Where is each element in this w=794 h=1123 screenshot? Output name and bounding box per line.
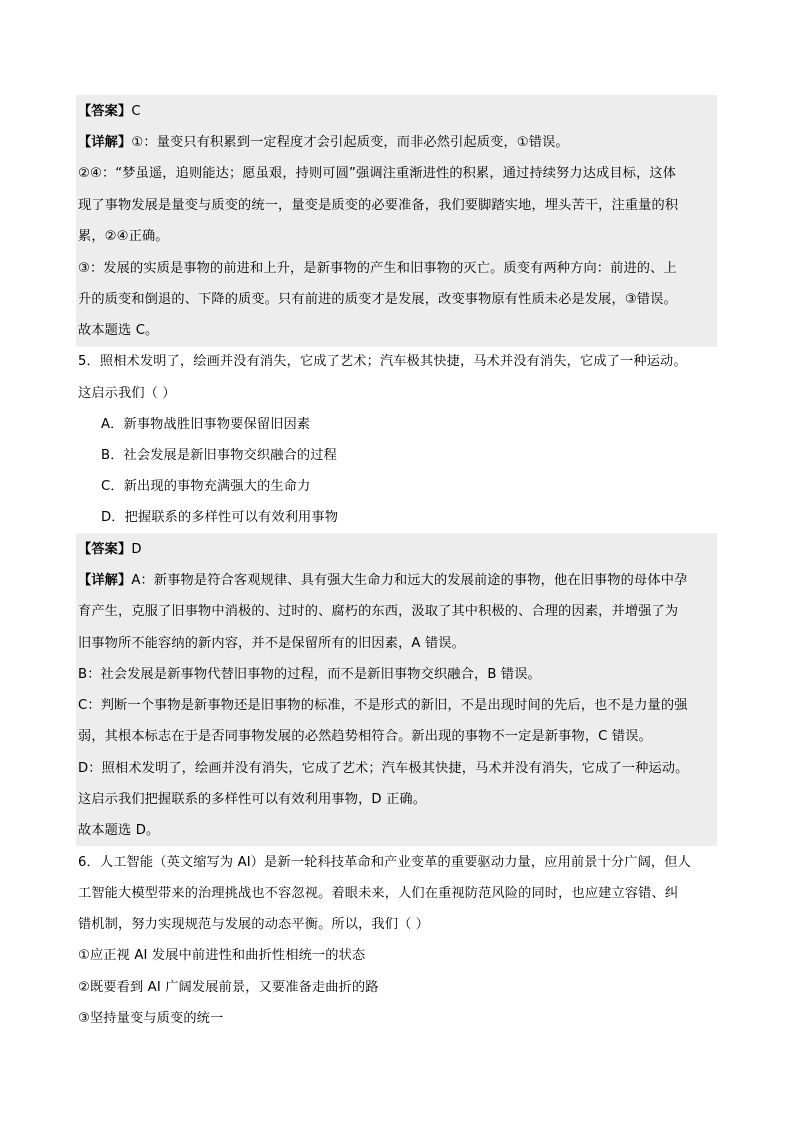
answer-line-q5 — [78, 542, 142, 558]
explain-line: 这启示我们把握联系的多样性可以有效利用事物，D 正确。 — [78, 792, 427, 807]
statement-3: ③坚持量变与质变的统一 — [78, 1011, 224, 1026]
question-stem: 5．照相术发明了，绘画并没有消失，它成了艺术；汽车极其快捷，马术并没有消失，它成了一种运动。 — [78, 354, 687, 369]
explain-line: ②④：“梦虽遥，追则能达；愿虽艰，持则可圆”强调注重渐进性的积累，通过持续努力达成目标，这体 — [78, 166, 677, 181]
explain-text: ①：量变只有积累到一定程度才会引起质变，而非必然引起质变，①错误。 — [131, 135, 569, 150]
explain-line: 弱，其根本标志在于是否同事物发展的必然趋势相符合。新出现的事物不一定是新事物，C 错误。 — [78, 729, 652, 744]
explain-tag: 【详解】 — [78, 135, 132, 150]
answer-block-q4 — [76, 95, 717, 347]
option-c: C．新出现的事物充满强大的生命力 — [101, 479, 311, 494]
explain-tag: 【详解】 — [78, 573, 132, 588]
conclusion-line: 故本题选 D。 — [78, 823, 160, 838]
answer-line-q4 — [78, 104, 141, 120]
explain-line: ③：发展的实质是事物的前进和上升，是新事物的产生和旧事物的灭亡。质变有两种方向：前进的、上 — [78, 261, 677, 276]
explain-line: 现了事物发展是量变与质变的统一，量变是质变的必要准备，我们要脚踏实地，埋头苦干，注重量的积 — [78, 198, 679, 213]
explain-line — [78, 135, 569, 151]
explain-line: D：照相术发明了，绘画并没有消失，它成了艺术；汽车极其快捷，马术并没有消失，它成了一种运动。 — [78, 761, 689, 776]
explain-line: 旧事物所不能容纳的新内容，并不是保留所有的旧因素，A 错误。 — [78, 636, 465, 651]
answer-tag: 【答案】 — [78, 542, 132, 557]
question-stem: 错机制，努力实现规范与发展的动态平衡。所以，我们（ ） — [78, 917, 430, 932]
option-d: D．把握联系的多样性可以有效利用事物 — [101, 510, 339, 525]
explain-line: 升的质变和倒退的、下降的质变。只有前进的质变才是发展，改变事物原有性质未必是发展，③错误。 — [78, 292, 677, 307]
question-stem: 工智能大模型带来的治理挑战也不容忽视。着眼未来，人们在重视防范风险的同时，也应建立容错、纠 — [78, 886, 679, 901]
statement-2: ②既要看到 AI 广阔发展前景，又要准备走曲折的路 — [78, 980, 379, 995]
statement-1: ①应正视 AI 发展中前进性和曲折性相统一的状态 — [78, 948, 366, 963]
conclusion-line: 故本题选 C。 — [78, 323, 159, 338]
explain-line: B：社会发展是新事物代替旧事物的过程，而不是新旧事物交织融合，B 错误。 — [78, 667, 541, 682]
explain-line: 累，②④正确。 — [78, 229, 169, 244]
explain-line: C：判断一个事物是新事物还是旧事物的标准，不是形式的新旧，不是出现时间的先后，也不是力量的强 — [78, 698, 688, 713]
explain-line — [78, 573, 687, 589]
answer-tag: 【答案】 — [78, 104, 132, 119]
question-stem: 这启示我们（ ） — [78, 386, 176, 401]
option-b: B．社会发展是新旧事物交织融合的过程 — [101, 448, 337, 463]
option-a: A．新事物战胜旧事物要保留旧因素 — [101, 417, 311, 432]
answer-value: D — [131, 542, 142, 557]
answer-value: C — [131, 104, 141, 119]
question-stem: 6．人工智能（英文缩写为 AI）是新一轮科技革命和产业变革的重要驱动力量，应用前景十分广阔，但人 — [78, 855, 691, 870]
explain-line: 育产生，克服了旧事物中消极的、过时的、腐朽的东西，汲取了其中积极的、合理的因素，并增强了为 — [78, 604, 679, 619]
explain-text: A：新事物是符合客观规律、具有强大生命力和远大的发展前途的事物，他在旧事物的母体中孕 — [131, 573, 688, 588]
